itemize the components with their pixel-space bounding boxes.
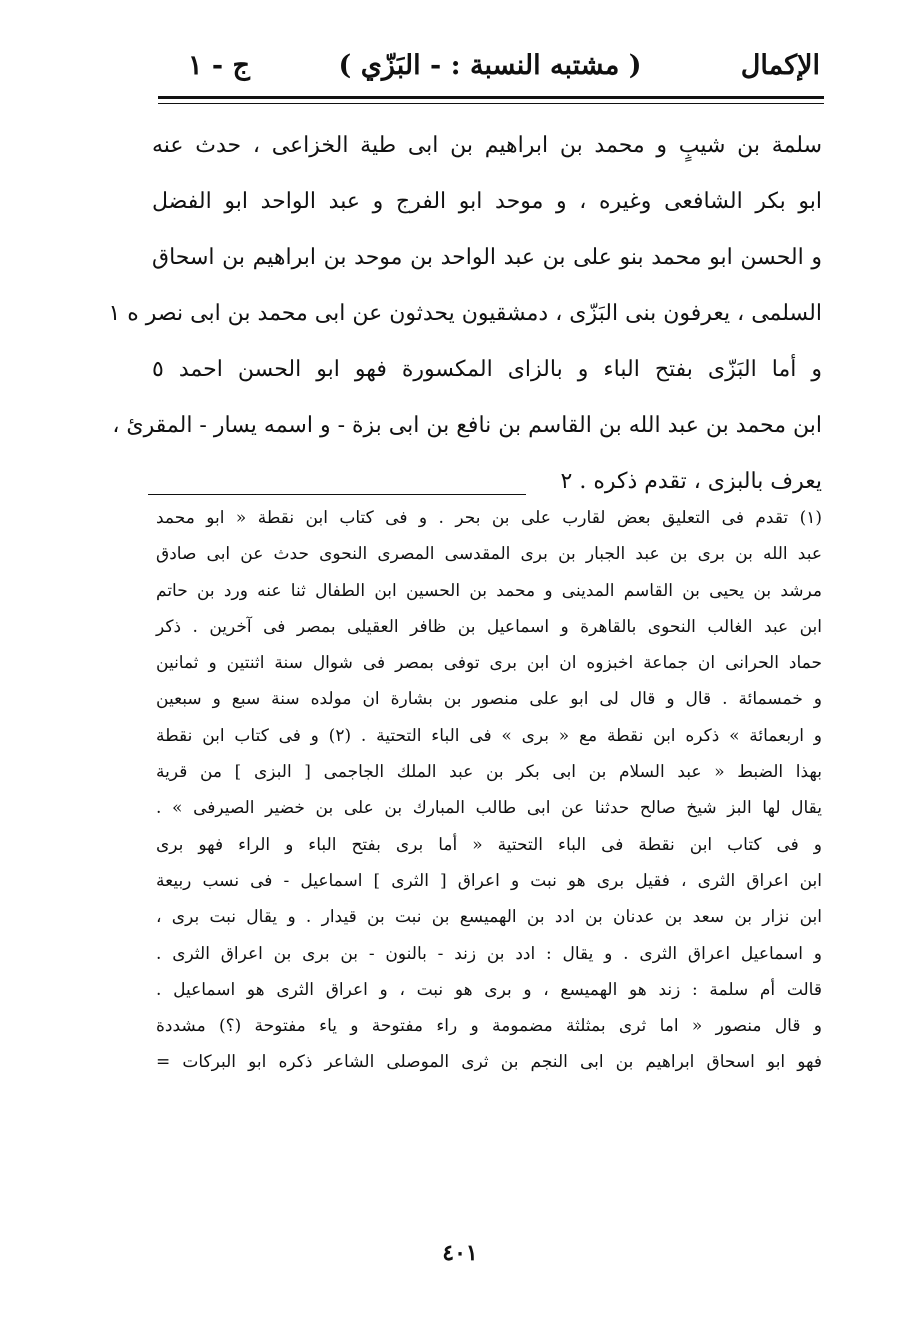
footnotes bbox=[156, 500, 822, 1081]
footnote-line: (١) تقدم فى التعليق بعض لقارب على بن بحر . و فى كتاب ابن نقطة « ابو محمد bbox=[156, 508, 822, 528]
header-rule-thick bbox=[158, 96, 824, 99]
text-line: يعرف بالبزى ، تقدم ذكره . ٢ bbox=[560, 469, 822, 494]
footnote-separator bbox=[148, 494, 526, 495]
footnote-line: و قال منصور « اما ثرى بمثلثة مضمومة و راء مفتوحة و ياء مفتوحة (؟) مشددة bbox=[156, 1016, 822, 1037]
text-line: ابو بكر الشافعى وغيره ، و موحد ابو الفرج و عبد الواحد ابو الفضل bbox=[152, 189, 822, 214]
footnote-line: ابن نزار بن سعد بن عدنان بن ادد بن الهميسع بن نبت بن قيدار . و يقال نبت برى ، bbox=[156, 907, 822, 928]
page-number: ٤٠١ bbox=[442, 1240, 478, 1266]
volume-label: ج - ١ bbox=[188, 50, 250, 81]
footnote-line: يقال لها البز شيخ صالح حدثنا عن ابى طالب المبارك بن على بن خضير الصيرفى » . bbox=[156, 798, 822, 819]
text-line: و أما البَزّى بفتح الباء و بالزاى المكسورة فهو ابو الحسن احمد ٥ bbox=[152, 357, 822, 382]
text-line: و الحسن ابو محمد بنو على بن عبد الواحد بن موحد بن ابراهيم بن اسحاق bbox=[152, 245, 822, 270]
footnote-line: بهذا الضبط « عبد السلام بن ابى بكر بن عبد الملك الجاجمى [ البزى ] من قرية bbox=[156, 762, 822, 783]
section-title: ( مشتبه النسبة : - البَزّي ) bbox=[338, 50, 642, 81]
footnote-line: و خمسمائة . قال و قال لى ابو على منصور بن بشارة ان مولده سنة سبع و سبعين bbox=[156, 689, 822, 710]
footnote-line: و اربعمائة » ذكره ابن نقطة مع « برى » فى الباء التحتية . (٢) و فى كتاب ابن نقطة bbox=[156, 725, 822, 746]
footnote-line: عبد الله بن برى بن عبد الجبار بن برى المقدسى المصرى النحوى حدث عن ابى صادق bbox=[156, 544, 822, 565]
header-rule-thin bbox=[158, 103, 824, 104]
text-line: السلمى ، يعرفون بنى البَزّى ، دمشقيون يحدثون عن ابى محمد بن ابى نصر ه ١ bbox=[108, 301, 822, 326]
footnote-line: ابن عبد الغالب النحوى بالقاهرة و اسماعيل بن ظافر العقيلى بمصر فى آخرين . ذكر bbox=[156, 616, 822, 637]
text-line: ابن محمد بن عبد الله بن القاسم بن نافع بن ابى بزة - و اسمه يسار - المقرئ ، bbox=[112, 413, 822, 438]
book-title: الإكمال bbox=[740, 50, 820, 81]
footnote-line: ابن اعراق الثرى ، فقيل برى هو نبت و اعراق [ الثرى ] اسماعيل - فى نسب ربيعة bbox=[156, 870, 822, 891]
main-text bbox=[108, 118, 822, 510]
footnote-line: و فى كتاب ابن نقطة فى الباء التحتية « أما برى بفتح الباء و الراء فهو برى bbox=[156, 834, 822, 855]
text-line: سلمة بن شيبٍ و محمد بن ابراهيم بن ابى طية الخزاعى ، حدث عنه bbox=[152, 133, 822, 158]
footnote-line: و اسماعيل اعراق الثرى . و يقال : ادد بن زند - بالنون - بن برى بن اعراق الثرى . bbox=[156, 943, 822, 964]
running-header bbox=[160, 50, 820, 96]
footnote-line: فهو ابو اسحاق ابراهيم بن ابى النجم بن ثرى الموصلى الشاعر ذكره ابو البركات = bbox=[156, 1052, 822, 1073]
footnote-line: مرشد بن يحيى بن القاسم المدينى و محمد بن الحسين ابن الطفال ثنا عنه ورد بن حاتم bbox=[156, 580, 822, 601]
footnote-line: قالت أم سلمة : زند هو الهميسع ، و برى هو نبت ، و اعراق الثرى هو اسماعيل . bbox=[156, 979, 822, 1000]
footnote-line: حماد الحرانى ان جماعة اخبزوه ان ابن برى توفى بمصر فى شوال سنة اثنتين و ثمانين bbox=[156, 653, 822, 674]
